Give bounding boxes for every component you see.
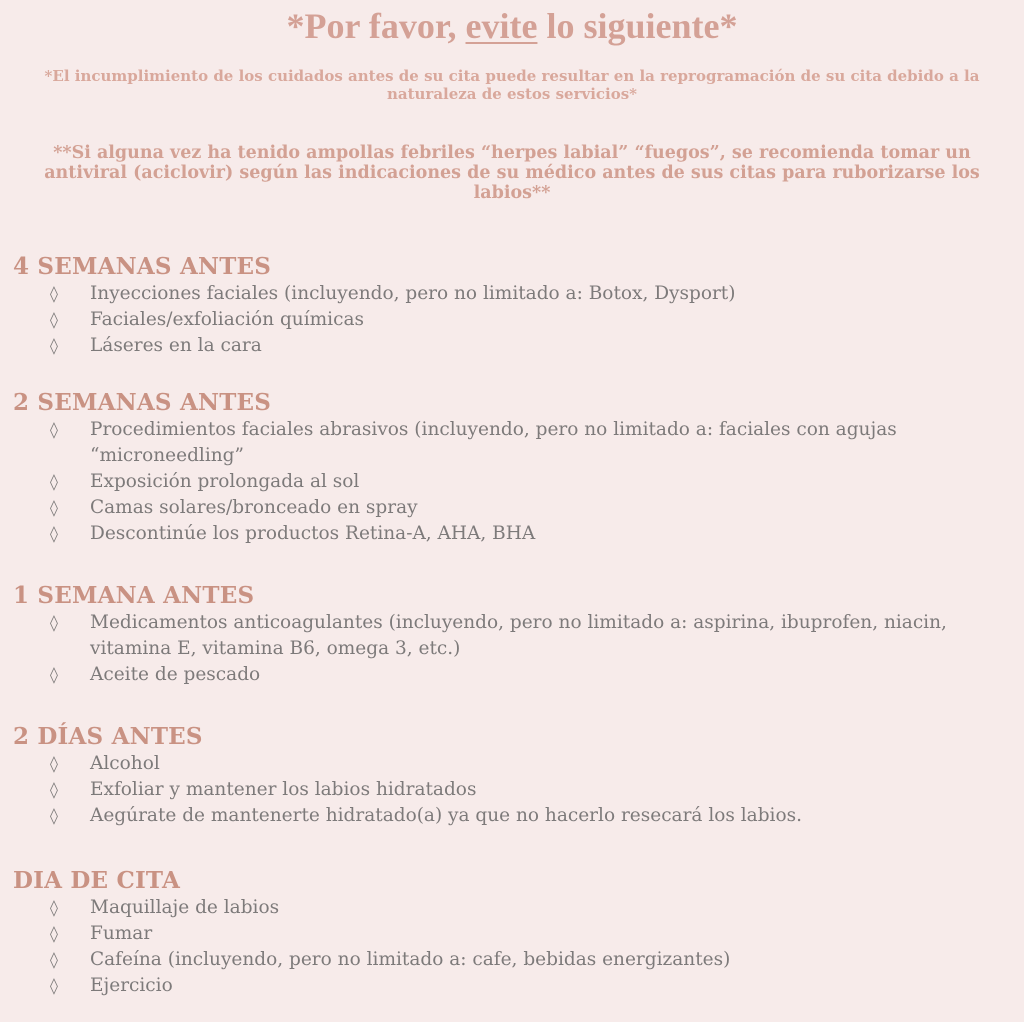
section-heading: DIA DE CITA	[13, 867, 181, 894]
list-item: ◊ Fumar	[13, 921, 1003, 947]
section-2-weeks	[13, 389, 1003, 547]
diamond-bullet-icon: ◊	[50, 498, 58, 517]
list-item: ◊ Ejercicio	[13, 973, 1003, 999]
list-item: ◊ Aceite de pescado	[13, 662, 1003, 688]
list-item: ◊ Medicamentos anticoagulantes (incluyendo, pero no limitado a: aspirina, ibuprofen, niacin, vitamina E, vitamina B6, omega 3, etc.)	[50, 612, 947, 659]
section-heading: 4 SEMANAS ANTES	[13, 253, 272, 280]
diamond-bullet-icon: ◊	[50, 950, 58, 969]
diamond-bullet-icon: ◊	[50, 310, 58, 329]
diamond-bullet-icon: ◊	[50, 472, 58, 491]
section-heading: 2 SEMANAS ANTES	[13, 389, 272, 416]
section-heading: 1 SEMANA ANTES	[13, 582, 255, 609]
list-item: ◊ Camas solares/bronceado en spray	[13, 495, 1003, 521]
item-list	[13, 895, 1003, 999]
diamond-bullet-icon: ◊	[50, 898, 58, 917]
diamond-bullet-icon: ◊	[50, 976, 58, 995]
antiviral-notice: **Si alguna vez ha tenido ampollas febriles “herpes labial” “fuegos”, se recomienda tomar un antiviral (aciclovir) según las indicaciones de su médico antes de sus citas para ruborizarse los labios**	[44, 143, 980, 203]
list-item: ◊ Descontinúe los productos Retina-A, AHA, BHA	[13, 521, 1003, 547]
section-4-weeks	[13, 253, 1003, 359]
list-item: ◊ Faciales/exfoliación químicas	[13, 307, 1003, 333]
list-item: ◊ Exfoliar y mantener los labios hidratados	[13, 777, 1003, 803]
list-item: ◊ Exposición prolongada al sol	[13, 469, 1003, 495]
item-list	[13, 417, 1003, 547]
section-2-days	[13, 723, 1003, 829]
list-item: ◊ Inyecciones faciales (incluyendo, pero no limitado a: Botox, Dysport)	[13, 281, 1003, 307]
title-underlined-word: evite	[465, 6, 538, 46]
diamond-bullet-icon: ◊	[50, 806, 58, 825]
title-prefix: *Por favor,	[286, 6, 466, 46]
diamond-bullet-icon: ◊	[50, 665, 58, 684]
page-title	[0, 4, 1024, 48]
section-1-week	[13, 582, 1003, 688]
diamond-bullet-icon: ◊	[50, 780, 58, 799]
diamond-bullet-icon: ◊	[50, 284, 58, 303]
diamond-bullet-icon: ◊	[50, 420, 58, 439]
item-list	[13, 751, 1003, 829]
rescheduling-notice: *El incumplimiento de los cuidados antes de su cita puede resultar en la reprogramación de su cita debido a la naturaleza de estos servicios*	[44, 67, 980, 103]
list-item: ◊ Maquillaje de labios	[13, 895, 1003, 921]
title-suffix: lo siguiente*	[537, 6, 738, 46]
item-list	[13, 281, 1003, 359]
item-list	[13, 610, 1003, 688]
diamond-bullet-icon: ◊	[50, 924, 58, 943]
diamond-bullet-icon: ◊	[50, 754, 58, 773]
section-heading: 2 DÍAS ANTES	[13, 723, 203, 750]
list-item: ◊ Alcohol	[13, 751, 1003, 777]
diamond-bullet-icon: ◊	[50, 613, 58, 632]
list-item: ◊ Cafeína (incluyendo, pero no limitado a: cafe, bebidas energizantes)	[13, 947, 1003, 973]
diamond-bullet-icon: ◊	[50, 336, 58, 355]
list-item: ◊ Procedimientos faciales abrasivos (incluyendo, pero no limitado a: faciales con agujas “microneedling”	[50, 419, 897, 466]
section-appointment-day	[13, 867, 1003, 999]
diamond-bullet-icon: ◊	[50, 524, 58, 543]
list-item: ◊ Aegúrate de mantenerte hidratado(a) ya que no hacerlo resecará los labios.	[13, 803, 1003, 829]
list-item: ◊ Láseres en la cara	[13, 333, 1003, 359]
